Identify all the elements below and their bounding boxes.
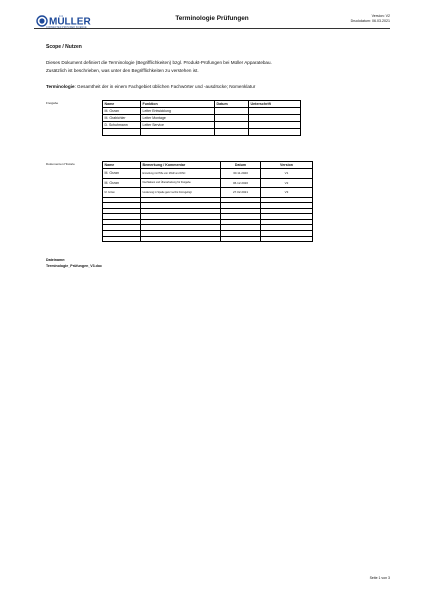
table-row (103, 178, 313, 188)
version-info (351, 14, 390, 24)
table-cell: M. Grzan (103, 188, 141, 198)
print-date: Druckdatum: 06.03.2021 (350, 19, 390, 23)
intro-line-1: Dieses Dokument definiert die Terminologie (Begrifflichkeiten) bzgl. Produkt-Prüfungen bei Müller Apparatebau. (46, 60, 272, 65)
table-cell: V2 (261, 178, 313, 188)
table-row (103, 188, 313, 198)
column-header: Datum (215, 101, 249, 108)
table-cell (249, 122, 301, 129)
table-cell: M. Grzan (103, 108, 141, 115)
column-header: Version (261, 162, 313, 169)
table-header-row (103, 101, 301, 108)
table-row (103, 129, 301, 136)
column-header: Funktion (141, 101, 215, 108)
freigabe-table (102, 100, 301, 136)
table-cell: 30.11.2020 (221, 169, 261, 179)
table-cell (215, 122, 249, 129)
table-cell (249, 129, 301, 136)
column-header: Unterschrift (249, 101, 301, 108)
terminology-label: Terminologie (46, 84, 75, 89)
document-title: Terminologie Prüfungen (175, 15, 249, 22)
table-row (103, 108, 301, 115)
table-cell: M. Grzan (103, 178, 141, 188)
terminology-text: : Gesamtheit der in einem Fachgebiet üblichen Fachwörter und -ausdrücke; Nomenklatur (74, 84, 256, 89)
table-cell (141, 129, 215, 136)
table-cell: M. Grabichler (103, 115, 141, 122)
intro-line-2: Zusätzlich ist beschrieben, was unter den Begrifflichkeiten zu verstehen ist. (46, 67, 199, 73)
table-cell (215, 129, 249, 136)
freigabe-label: Freigabe (46, 101, 59, 105)
table-cell: Ueiderung in Spalte ganz rechts hinzugefügt (141, 188, 221, 198)
table-cell: 06.12.2020 (221, 178, 261, 188)
table-cell: Nachtabest und Überarbeitung für Freigabe (141, 178, 221, 188)
table-cell (215, 115, 249, 122)
table-cell (103, 129, 141, 136)
history-label: Dokumenten Historie (46, 162, 75, 166)
column-header: Bemerkung / Kommentar (141, 162, 221, 169)
terminology-definition (46, 84, 255, 89)
table-cell: V1 (261, 169, 313, 179)
column-header: Name (103, 162, 141, 169)
header-divider (34, 28, 390, 29)
table-cell: D. Schuhmann (103, 122, 141, 129)
table-cell: Erstellung mit Hilfe von MGR und DSC (141, 169, 221, 179)
table-row (103, 236, 313, 242)
history-table (102, 161, 313, 242)
table-row (103, 169, 313, 179)
table-row (103, 115, 301, 122)
table-cell: M. Grzan (103, 169, 141, 179)
logo-tagline: CONNECTED PROVIDER SCIENCE (46, 27, 87, 29)
filename-value: Terminologie_Prüfungen_V3.doc (46, 264, 103, 268)
table-cell (215, 108, 249, 115)
filename-label: Dateiname: (46, 258, 66, 262)
table-cell (249, 115, 301, 122)
page-number: Seite 1 von 3 (369, 576, 390, 580)
logo-text: MÜLLER (49, 16, 91, 27)
scope-heading: Scope / Nutzen (46, 44, 82, 50)
intro-paragraph (46, 59, 376, 74)
table-cell: Leiter Entwicklung (141, 108, 215, 115)
column-header: Name (103, 101, 141, 108)
column-header: Datum (221, 162, 261, 169)
table-cell: V3 (261, 188, 313, 198)
table-cell: 27.02.2021 (221, 188, 261, 198)
table-header-row (103, 162, 313, 169)
table-row (103, 122, 301, 129)
version-text: Version: V2 (371, 14, 390, 18)
table-cell: Leiter Service (141, 122, 215, 129)
table-cell: Leiter Montage (141, 115, 215, 122)
table-cell (249, 108, 301, 115)
